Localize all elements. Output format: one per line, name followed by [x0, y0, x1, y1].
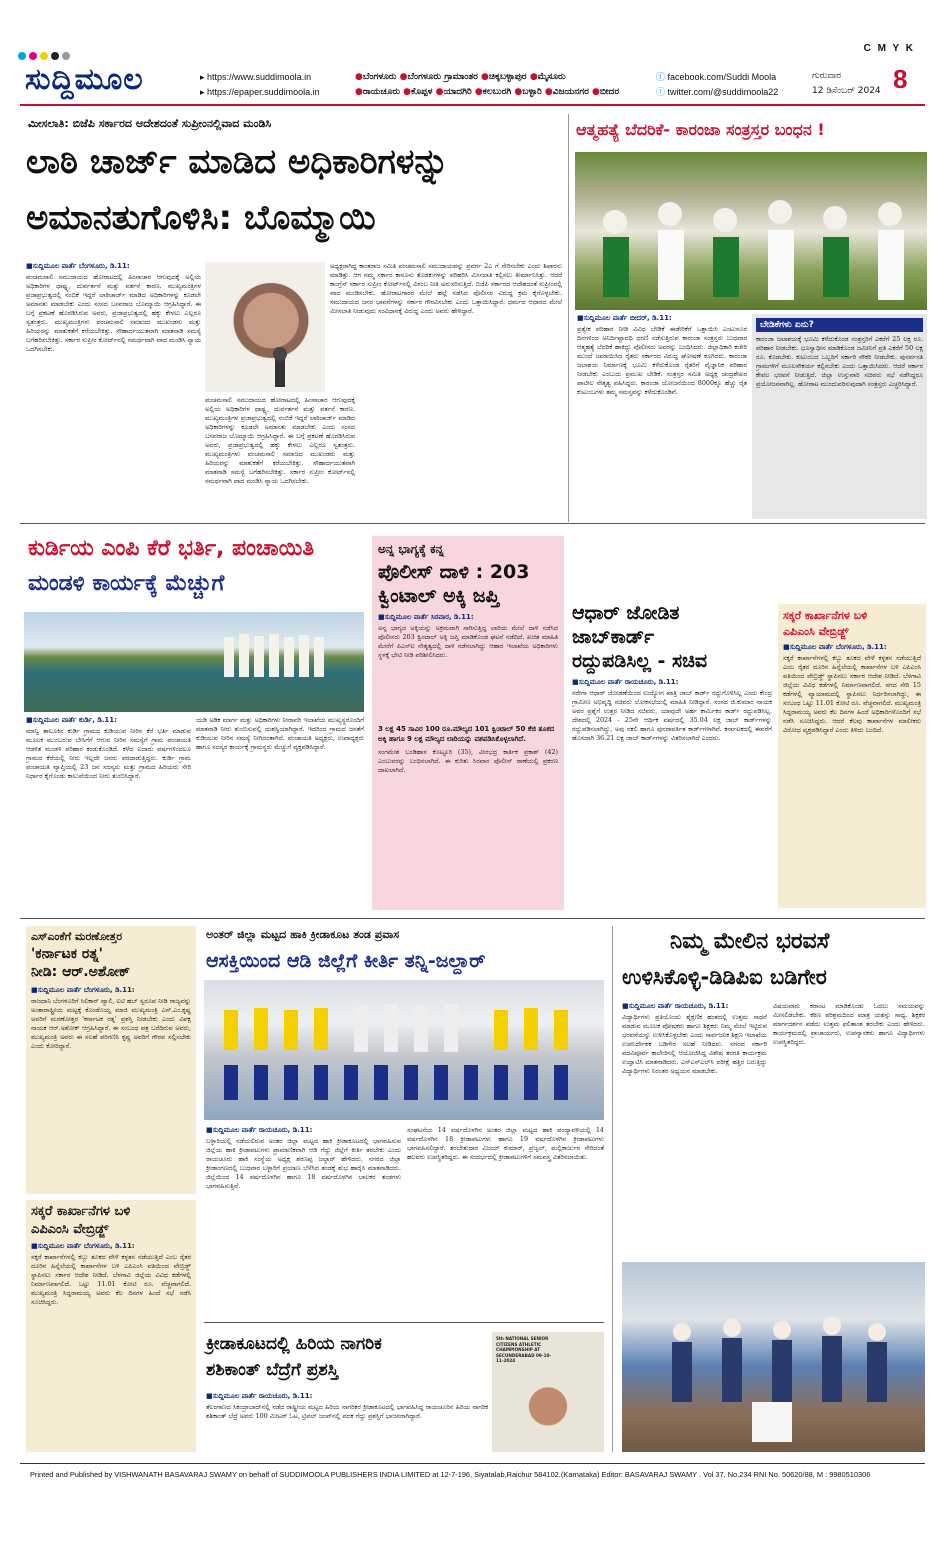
demands-body: ಕಾರಂಜಾ ಜಲಾಶಯಕ್ಕೆ ಭೂಮಿ ಕಳೆದುಕೊಂಡ ಸಂತ್ರಸ್ತರಿಗೆ ಎಕರೆಗೆ 25 ಲಕ್ಷ ರೂ. ಪರಿಹಾರ ನೀಡಬೇಕು. ಭೂಸ್ವಾಧೀನ ಮಾಡಿಕೊಂಡ ಜಮೀನಿಗೆ ಪ್ರತಿ ಎಕರೆಗೆ 50 ಲಕ್ಷ ರೂ. ಕೊಡಬೇಕು. ಕುಟುಂಬದ ಒಬ್ಬರಿಗೆ ಸರ್ಕಾರಿ ನೌಕರಿ ನೀಡಬೇಕು. ಪುನರ್ವಸತಿ ಗ್ರಾಮಗಳಿಗೆ ಮೂಲಸೌಕರ್ಯ ಕಲ್ಪಿಸಬೇಕು ಎಂದು ಒತ್ತಾಯಿಸಿದರು. ಆದರೆ ಸರ್ಕಾರ ಕೇವಲ ಭರವಸೆ ನೀಡುತ್ತಿದೆ. ಜಿಲ್ಲಾ ಉಸ್ತುವಾರಿ ಸಚಿವರು ಸಭೆ ನಡೆಸಿದ್ದರೂ ಪ್ರಯೋಜನವಾಗಿಲ್ಲ. ಹೋರಾಟ ಮುಂದುವರಿಸುವುದಾಗಿ ಸಂತ್ರಸ್ತರು ಎಚ್ಚರಿಸಿದ್ದಾರೆ. — [756, 335, 923, 388]
hockey-col1 — [206, 1126, 401, 1316]
factory-left-headline-line2: ಎಪಿಎಂಸಿ ವೇಬ್ರಿಡ್ಜ್ — [31, 1221, 109, 1237]
lead-kicker: ಮೀಸಲಾತಿ: ಬಿಜೆಪಿ ಸರ್ಕಾರದ ಆದೇಶದಂತೆ ಸುಪ್ರೀಂನಲ್ಲಿವಾದ ಮಂಡಿಸಿ — [28, 117, 272, 130]
karanja-headline: ಆತ್ಮಹತ್ಯೆ ಬೆದರಿಕೆ- ಕಾರಂಜಾ ಸಂತ್ರಸ್ತರ ಬಂಧನ ! — [576, 120, 825, 139]
dateline — [812, 69, 881, 99]
kurdi-headline-line2: ಮಂಡಳಿ ಕಾರ್ಯಕ್ಕೆ ಮೆಚ್ಚುಗೆ — [28, 571, 225, 596]
lead-col1 — [26, 262, 201, 512]
city-row-2 — [355, 85, 619, 100]
factory-left-byline: ■ಸುದ್ದಿಮೂಲ ವಾರ್ತೆ ಬೆಂಗಳೂರು, ಡಿ.11: — [31, 1242, 135, 1251]
city-list — [355, 70, 619, 100]
city-item[interactable]: ●ಬೀದರ — [592, 87, 620, 97]
bommai-photo — [205, 262, 325, 392]
lead-body-col2b: ಪಂಚಮಸಾಲಿ ಸಮುದಾಯದ ಹೋರಾಟದಲ್ಲಿ ಹಿಂಸಾಚಾರ ಆಗುವುದಕ್ಕೆ ಅಲ್ಲಿಯ ಅಧಿಕಾರಿಗಳ ಧಾಷ್ಟ್ಯ, ದುರ್ವರ್ತನೆ ಮತ್ತು ವರ್ತನೆ ಕಾರಣ. ಮುಖ್ಯಮಂತ್ರಿಗಳ ಪ್ರಜಾಪ್ರಭುತ್ವದಲ್ಲಿ ನಂಬಿಕೆ ಇದ್ದರೆ ಲಾಠಿಚಾರ್ಜ್ ಮಾಡಿದ ಅಧಿಕಾರಿಗಳನ್ನು ಕೂಡಲೇ ಅಮಾನತು ಮಾಡಬೇಕು ಎಂದು ಸಂಸದ ಬಸವರಾಜ ಬೊಮ್ಮಾಯಿ ಆಗ್ರಹಿಸಿದ್ದಾರೆ. ಈ ಬಗ್ಗೆ ಪ್ರಕಟಣೆ ಹೊರಡಿಸಿರುವ ಅವರು, ಪ್ರಜಾಪ್ರಭುತ್ವದಲ್ಲಿ ಹಕ್ಕು ಕೇಳಲು ಎಲ್ಲರೂ ಸ್ವತಂತ್ರರು. ಮುಖ್ಯಮಂತ್ರಿಗಳು ಪಂಚಮಸಾಲಿ ಸಮಾಜದ ಮುಖಂಡರು ಮತ್ತು ಹಿರಿಯರನ್ನು ಮಾತುಕತೆಗೆ ಕರೆಯಬೇಕಿತ್ತು. ಸೌಹಾರ್ದಯುತವಾಗಿ ಮಾತನಾಡಿ ಸಮಸ್ಯೆ ಬಗೆಹರಿಸಬೇಕಿತ್ತು. ಸರ್ಕಾರ ಸುಪ್ರೀಂ ಕೋರ್ಟ್‌ನಲ್ಲಿ ಸಮರ್ಥವಾಗಿ ವಾದ ಮಂಡಿಸಿ ನ್ಯಾಯ ಒದಗಿಸಬೇಕು. — [205, 396, 355, 485]
ddpi-body: ವಿದ್ಯಾರ್ಥಿಗಳು ಪ್ರತಿಯೊಂದು ಶೈಕ್ಷಣಿಕ ಹಂತದಲ್ಲಿ ಉತ್ತಮ ಸಾಧನೆ ಮಾಡುವ ಮೂಲಕ ಪೋಷಕರು ಹಾಗೂ ಶಿಕ್ಷಕರು ನಿಮ್ಮ ಮೇಲೆ ಇಟ್ಟಿರುವ ಭರವಸೆಯನ್ನು ಉಳಿಸಿಕೊಳ್ಳಬೇಕು ಎಂದು ಸಾರ್ವಜನಿಕ ಶಿಕ್ಷಣ ಇಲಾಖೆಯ ಉಪನಿರ್ದೇಶಕ ಬಡಿಗೇರ ಸಲಹೆ ನೀಡಿದರು. ನಗರದ ಸರ್ಕಾರಿ ಪದವಿಪೂರ್ವ ಕಾಲೇಜಿನಲ್ಲಿ ಆಯೋಜಿಸಿದ್ದ ವಿಶೇಷ ತರಗತಿ ಕಾರ್ಯಕ್ರಮ ಉದ್ಘಾಟಿಸಿ ಮಾತನಾಡಿದರು. ಎಸ್ಎಸ್ಎಲ್‌ಸಿ ಪರೀಕ್ಷೆ ಹತ್ತಿರ ಬರುತ್ತಿದ್ದು ವಿದ್ಯಾರ್ಥಿಗಳು ನಿರಂತರ ಅಧ್ಯಯನ ಮಾಡಬೇಕು. — [622, 1013, 767, 1075]
protest-crowd-icon — [575, 152, 927, 310]
masthead-rule — [20, 104, 925, 106]
ashok-headline-line1: ಎಸ್‌ಎಂಕೆಗೆ ಮರಣೋತ್ತರ — [31, 930, 123, 943]
kurdi-body: ಮಾನ್ವಿ ತಾಲೂಕಿನ ಕುರ್ಡಿ ಗ್ರಾಮದ ಕುಡಿಯುವ ನೀರಿನ ಕೆರೆ ಭರ್ತಿ ಮಾಡುವ ಮೂಲಕ ಮುಂಬರುವ ಬೇಸಿಗೆಗೆ ಆಗುವ ನೀರಿನ ಸಮಸ್ಯೆಗೆ ಗ್ರಾಮ ಪಂಚಾಯತಿ ಆಡಳಿತ ಮಂಡಳಿ ಪರಿಹಾರ ಕಂಡುಕೊಂಡಿದೆ. ಕಳೆದ ಐದಾರು ವರ್ಷಗಳಿಂದಲೂ ಗ್ರಾಮದ ಕೆರೆಯಲ್ಲಿ ನೀರು ಇಲ್ಲದೇ ಜನರು ಪರದಾಡುತ್ತಿದ್ದರು. ಕುರ್ಡಿ ಗ್ರಾಮ ಪಂಚಾಯತಿ ವ್ಯಾಪ್ತಿಯಲ್ಲಿ 23 ಜನ ಸದಸ್ಯರು ಮತ್ತು ಗ್ರಾಮದ ಹಿರಿಯರು ಸೇರಿ ನಿರ್ಧಾರ ಕೈಗೊಂಡು ಕಾಲುವೆಯಿಂದ ನೀರು ತುಂಬಿಸಿದ್ದಾರೆ. — [26, 727, 191, 780]
senior-byline: ■ಸುದ್ದಿಮೂಲ ವಾರ್ತೆ ರಾಯಚೂರು, ಡಿ.11: — [206, 1392, 313, 1400]
footer-rule — [20, 1463, 925, 1464]
rice-figures: 3 ಲಕ್ಷ 45 ಸಾವಿರ 100 ರೂ.ಮೌಲ್ಯದ 101 ಕ್ವಿಂಟಾಲ್ 50 ಕೆಜಿ ತೂಕದ ಅಕ್ಕಿ ಹಾಗೂ 9 ಲಕ್ಷ ಮೌಲ್ಯದ ಲಾರಿಯನ್ನು ವಶಪಡಿಸಿಕೊಳ್ಳಲಾಗಿದೆ. — [378, 724, 555, 743]
section-rule-2 — [20, 918, 925, 919]
epaper-link[interactable]: ▸ https://epaper.suddimoola.in — [200, 87, 320, 97]
column-rule-2 — [612, 926, 613, 1452]
job-headline-line2: ಜಾಬ್‌ಕಾರ್ಡ್ — [572, 625, 654, 648]
cmyk-mark: C M Y K — [863, 43, 915, 54]
lead-body-col3: ಅಧ್ಯಕ್ಷರಾಗಿದ್ದ ಕಾಂತರಾಜ ಸಮಿತಿ ಪಂಚಮಸಾಲಿ ಸಮುದಾಯವನ್ನು ಪ್ರವರ್ಗ 2ಎ ಗೆ ಸೇರಿಸಬೇಕು ಎಂದು ಶಿಫಾರಸು ಮಾಡಿತ್ತು. ಆಗ ನಮ್ಮ ಸರ್ಕಾರ ಕಾನೂನು ತೊಡಕುಗಳನ್ನು ಪರಿಹರಿಸಿ ಮೀಸಲಾತಿ ಕಲ್ಪಿಸಲು ತೀರ್ಮಾನಿಸಿತ್ತು. ಆದರೆ ಕಾಂಗ್ರೆಸ್ ಸರ್ಕಾರ ಸುಪ್ರೀಂ ಕೋರ್ಟ್‌ನಲ್ಲಿ ವಿಳಂಬ ನೀತಿ ಅನುಸರಿಸುತ್ತಿದೆ. ಬಿಜೆಪಿ ಸರ್ಕಾರದ ಆದೇಶದಂತೆ ಸುಪ್ರೀಂನಲ್ಲಿ ವಾದ ಮಂಡಿಸಬೇಕು. ಹೋರಾಟಗಾರರ ಮೇಲೆ ಹಲ್ಲೆ ನಡೆಸಿದ ಪೊಲೀಸರ ವಿರುದ್ಧ ಕ್ರಮ ಕೈಗೊಳ್ಳಬೇಕು. ಸಮುದಾಯದ ಜನರ ಭಾವನೆಗಳನ್ನು ಸರ್ಕಾರ ಗೌರವಿಸಬೇಕು ಎಂದು ಒತ್ತಾಯಿಸಿದ್ದಾರೆ. ಧರ್ಮದ ಆಧಾರದ ಮೇಲೆ ಮೀಸಲಾತಿ ನೀಡುವುದು ಸಂವಿಧಾನಕ್ಕೆ ವಿರುದ್ಧ ಎಂದು ಅವರು ಹೇಳಿದ್ದಾರೆ. — [330, 262, 562, 315]
masthead-logo: ಸುದ್ದಿಮೂಲ — [25, 62, 144, 97]
city-item[interactable]: ●ರಾಯಚೂರು — [355, 87, 404, 97]
job-card-story — [572, 604, 772, 910]
city-item[interactable]: ●ಬೆಂಗಳೂರು — [355, 72, 400, 82]
senior-headline-line2: ಶಶಿಕಾಂತ್ ಬೆದ್ರೆಗೆ ಪ್ರಶಸ್ತಿ — [206, 1360, 339, 1380]
kurdi-col1 — [26, 716, 191, 912]
date-label: 12 ಡಿಸೆಂಬರ್ 2024 — [812, 86, 881, 96]
senior-photo-caption: 5th NATIONAL SENIOR CITIZENS ATHLETIC CHAMPIONSHIP AT SECUNDERABAD 09-10-11-2024 — [496, 1336, 552, 1363]
karanja-side-box — [752, 314, 927, 519]
ddpi-event-photo — [622, 1262, 925, 1452]
officials-group-icon — [24, 612, 364, 712]
factory-headline-line1: ಸಕ್ಕರೆ ಕಾರ್ಖಾನೆಗಳ ಬಳಿ — [783, 609, 868, 622]
ashok-byline: ■ಸುದ್ದಿಮೂಲ ವಾರ್ತೆ ಬೆಂಗಳೂರು, ಡಿ.11: — [31, 985, 135, 994]
job-body: ನರೇಗಾ ಆಧಾರ್ ಜೋಡಣೆಯಿಂದ ಉದ್ಯೋಗ ಖಾತ್ರಿ ಜಾಬ್ ಕಾರ್ಡ್ ರದ್ದುಗೊಳಿಸಿಲ್ಲ ಎಂದು ಕೇಂದ್ರ ಗ್ರಾಮೀಣ ಅಭಿವೃದ್ಧಿ ಸಚಿವರು ಲೋಕಸಭೆಯಲ್ಲಿ ಮಾಹಿತಿ ನೀಡಿದ್ದಾರೆ. ಸಂಸದ ಜಿ.ಕುಮಾರ ನಾಯಕ ಅವರ ಪ್ರಶ್ನೆಗೆ ಉತ್ತರ ನೀಡಿದ ಸಚಿವರು, ಯಾವುದೇ ಅರ್ಹ ಕಾರ್ಮಿಕರ ಕಾರ್ಡ್ ರದ್ದುಪಡಿಸಿಲ್ಲ. ದೇಶದಲ್ಲಿ 2024 - 25ನೇ ಆರ್ಥಿಕ ವರ್ಷದಲ್ಲಿ 35.04 ಲಕ್ಷ ಜಾಬ್ ಕಾರ್ಡ್‌ಗಳನ್ನು ರದ್ದುಪಡಿಸಲಾಗಿದ್ದು, ಅವು ನಕಲಿ ಹಾಗೂ ಪುನರಾವರ್ತಿತ ಕಾರ್ಡ್‌ಗಳಾಗಿವೆ. ಕರ್ನಾಟಕದಲ್ಲಿ ಈವರೆಗೆ ಹೊಸದಾಗಿ 36.21 ಲಕ್ಷ ಜಾಬ್ ಕಾರ್ಡ್‌ಗಳನ್ನು ವಿತರಿಸಲಾಗಿದೆ ಎಂದರು. — [572, 688, 772, 742]
hockey-team-photo — [204, 980, 604, 1120]
facebook-icon: ⓕ — [656, 72, 666, 82]
hockey-body2: ಸಂಘಟನೆಯ 14 ವರ್ಷದೊಳಗಿನ ಅಂತರ ಜಿಲ್ಲಾ ಮಟ್ಟದ ಹಾಕಿ ಪಂದ್ಯಾವಳಿಯಲ್ಲಿ 14 ವರ್ಷದೊಳಗಿನ 18 ಕ್ರೀಡಾಪಟುಗಳು ಹಾಗೂ 19 ವರ್ಷದೊಳಗಿನ ಕ್ರೀಡಾಪಟುಗಳು ಭಾಗವಹಿಸಲಿದ್ದಾರೆ. ತರಬೇತುದಾರ ವಿಜಯ್ ಕುಮಾರ್, ಪ್ರಜ್ವಲ್, ಮಲ್ಲಿಕಾರ್ಜುನ ಸೇರಿದಂತೆ ಹಲವರು ಉಪಸ್ಥಿತರಿದ್ದರು. ಈ ಸಂದರ್ಭದಲ್ಲಿ ಕ್ರೀಡಾಪಟುಗಳಿಗೆ ಸಮವಸ್ತ್ರ ವಿತರಿಸಲಾಯಿತು. — [407, 1126, 604, 1161]
lead-headline-line1: ಲಾಠಿ ಚಾರ್ಜ್ ಮಾಡಿದ ಅಧಿಕಾರಿಗಳನ್ನು — [26, 142, 449, 182]
rice-byline: ■ಸುದ್ದಿಮೂಲ ವಾರ್ತೆ ಸಿರವಾರ, ಡಿ.11: — [378, 612, 474, 621]
ddpi-byline: ■ಸುದ್ದಿಮೂಲ ವಾರ್ತೆ ರಾಯಚೂರು, ಡಿ.11: — [622, 1002, 729, 1010]
rice-body2: ಸಂಗಮೇಶ ಬಂಡಿಹಾಳ ಕೊಟ್ಟೂರಿ (35), ವೀರಭದ್ರ ಕಾರ್ತಿಕ ಪ್ರಕಾಶ್ (42) ಎಂಬುವರನ್ನು ಬಂಧಿಸಲಾಗಿದೆ. ಈ ಕುರಿತು ಸಿರವಾರ ಪೊಲೀಸ್ ಠಾಣೆಯಲ್ಲಿ ಪ್ರಕರಣ ದಾಖಲಾಗಿದೆ. — [378, 747, 558, 774]
ceremony-icon — [622, 1262, 925, 1452]
ddpi-headline-line2: ಉಳಿಸಿಕೊಳ್ಳಿ-ಡಿಡಿಪಿಐ ಬಡಿಗೇರ — [622, 965, 827, 989]
page-number: 8 — [893, 64, 908, 94]
footer-imprint: Printed and Published by VISHWANATH BASAVARAJ SWAMY on behalf of SUDDIMOOLA PUBLISHERS INDIA LIMITED at 12-7-196, Siyatalab,Raichur 584102.(Karnataka) Editor: BASAVARAJ SWAMY . Vol 37. No.234 RNI No. 50620/88, M : 9980510306 — [30, 1470, 871, 1479]
senior-photo — [492, 1332, 604, 1452]
city-item[interactable]: ●ಕೊಪ್ಪಳ — [403, 87, 436, 97]
ddpi-headline-line1: ನಿಮ್ಮ ಮೇಲಿನ ಭರವಸೆ — [670, 929, 830, 954]
factory-left-headline-line1: ಸಕ್ಕರೆ ಕಾರ್ಖಾನೆಗಳ ಬಳಿ — [31, 1204, 131, 1219]
job-headline-line1: ಆಧಾರ್ ಜೋಡಿತ — [572, 602, 680, 624]
factory-byline: ■ಸುದ್ದಿಮೂಲ ವಾರ್ತೆ ಬೆಂಗಳೂರು, ಡಿ.11: — [783, 643, 887, 651]
day-label: ಗುರುವಾರ — [812, 71, 842, 81]
city-item[interactable]: ●ಯಾದಗಿರಿ — [435, 87, 475, 97]
lead-headline-line2: ಅಮಾನತುಗೊಳಿಸಿ: ಬೊಮ್ಮಾಯಿ — [26, 198, 376, 238]
ashok-headline-line3: ನೀಡಿ: ಆರ್.ಅಶೋಕ್ — [31, 964, 130, 981]
hockey-byline: ■ಸುದ್ದಿಮೂಲ ವಾರ್ತೆ ರಾಯಚೂರು, ಡಿ.11: — [206, 1126, 313, 1134]
kurdi-body2: ಯಡಿ ಅಡಿಕ ಮಾರ್ಗ ಮತ್ತು ಅಧಿಕಾರಿಗಳು ನೀರಾವರಿ ಇಲಾಖೆಯ ಮುಖ್ಯಸ್ಥರೊಂದಿಗೆ ಮಾತನಾಡಿ ನೀರು ತುಂಬಿಸುವಲ್ಲಿ ಯಶಸ್ವಿಯಾಗಿದ್ದಾರೆ. ಇದರಿಂದ ಗ್ರಾಮದ ಜನತೆಗೆ ಕುಡಿಯುವ ನೀರಿನ ಸಮಸ್ಯೆ ನೀಗಿದಂತಾಗಿದೆ. ಪಂಚಾಯತಿ ಅಧ್ಯಕ್ಷರು, ಉಪಾಧ್ಯಕ್ಷರು ಹಾಗೂ ಸದಸ್ಯರ ಕಾರ್ಯಕ್ಕೆ ಗ್ರಾಮಸ್ಥರು ಮೆಚ್ಚುಗೆ ವ್ಯಕ್ತಪಡಿಸಿದ್ದಾರೆ. — [196, 716, 364, 751]
portrait-icon — [205, 262, 325, 392]
rice-kicker: ಅನ್ನ ಭಾಗ್ಯಕ್ಕೆ ಕನ್ನ — [378, 542, 444, 556]
section-rule-1 — [20, 523, 925, 524]
ashok-box — [26, 926, 196, 1194]
ddpi-body2: ವಿಷಯವಾರು ಕರಾಂಟ ಮಾಡಿಕೊಂಡು ಓದಲು ಸಮಯವನ್ನು ಮೀಸಲಿಡಬೇಕು. ಕಠಿಣ ಪರಿಶ್ರಮದಿಂದ ಮಾತ್ರ ಯಶಸ್ಸು ಸಾಧ್ಯ. ಶಿಕ್ಷಕರ ಮಾರ್ಗದರ್ಶನ ಪಡೆದು ಉತ್ತಮ ಫಲಿತಾಂಶ ತರಬೇಕು ಎಂದು ಹೇಳಿದರು. ಕಾರ್ಯಕ್ರಮದಲ್ಲಿ ಪ್ರಾಚಾರ್ಯರು, ಉಪನ್ಯಾಸಕರು ಹಾಗೂ ವಿದ್ಯಾರ್ಥಿಗಳು ಉಪಸ್ಥಿತರಿದ್ದರು. — [773, 1002, 925, 1046]
social-links — [656, 70, 778, 100]
kurdi-byline: ■ಸುದ್ದಿಮೂಲ ವಾರ್ತೆ ಕುರ್ಡಿ, ಡಿ.11: — [26, 716, 117, 724]
senior-headline-line1: ಕ್ರೀಡಾಕೂಟದಲ್ಲಿ ಹಿರಿಯ ನಾಗರಿಕ — [206, 1334, 382, 1354]
city-item[interactable]: ●ಬೆಂಗಳೂರು ಗ್ರಾಮಾಂತರ — [399, 72, 482, 82]
rice-headline-line2: ಕ್ವಿಂಟಾಲ್ ಅಕ್ಕಿ ಜಪ್ತಿ — [378, 584, 500, 607]
hockey-kicker: ಅಂತರ್ ಜಿಲ್ಲಾ ಮಟ್ಟದ ಹಾಕಿ ಕ್ರೀಡಾಕೂಟ ತಂಡ ಪ್ರವಾಸ — [206, 928, 400, 941]
ddpi-col1 — [622, 1002, 767, 1252]
hockey-body: ಬಳ್ಳಾರಿಯಲ್ಲಿ ನಡೆಯಲಿರುವ ಅಂತರ ಜಿಲ್ಲಾ ಮಟ್ಟದ ಹಾಕಿ ಕ್ರೀಡಾಕೂಟದಲ್ಲಿ ಭಾಗವಹಿಸುವ ಜಿಲ್ಲೆಯ ಹಾಕಿ ಕ್ರೀಡಾಪಟುಗಳು ಪ್ರಾಮಾಣಿಕವಾಗಿ ಆಡಿ ಗೆದ್ದು ಜಿಲ್ಲೆಗೆ ಕೀರ್ತಿ ತರಬೇಕು ಎಂದು ರಾಯಚೂರು ಹಾಕಿ ಸಂಸ್ಥೆಯ ಅಧ್ಯಕ್ಷ ಶರಣಪ್ಪ ಜಲ್ದಾರ್ ಹೇಳಿದರು. ನಗರದ ಜಿಲ್ಲಾ ಕ್ರೀಡಾಂಗಣದಲ್ಲಿ ಬುಧವಾರ ಬಳ್ಳಾರಿಗೆ ಪ್ರಯಾಣ ಬೆಳೆಸಿದ ತಂಡಕ್ಕೆ ಶುಭ ಹಾರೈಸಿ ಮಾತನಾಡಿದರು. ಜಿಲ್ಲೆಯಿಂದ 14 ವರ್ಷದೊಳಗಿನ ಹಾಗೂ 18 ವರ್ಷದೊಳಗಿನ ಬಾಲಕರ ತಂಡಗಳು ಭಾಗವಹಿಸುತ್ತಿವೆ. — [206, 1137, 401, 1190]
karanja-body: ಪ್ರತ್ಯೇಕ ಪರಿಹಾರ ನೀಡಿ ವಿವಿಧ ಬೇಡಿಕೆ ಈಡೇರಿಕೆಗೆ ಒತ್ತಾಯಿಸಿ ಎಂಟುನೂರ ದಿನಗಳಿಂದ ಅನಿರ್ದಿಷ್ಟಾವಧಿ ಧರಣಿ ನಡೆಸುತ್ತಿರುವ ಕಾರಂಜಾ ಸಂತ್ರಸ್ತರು ಬುಧವಾರ ಆತ್ಮಹತ್ಯೆ ಬೆದರಿಕೆ ಹಾಕಿದ್ದು ಪೊಲೀಸರು ಅವರನ್ನು ಬಂಧಿಸಿದರು. ಜಿಲ್ಲಾಧಿಕಾರಿ ಕಚೇರಿ ಮುಂದೆ ಜಮಾಯಿಸಿದ ರೈತರು ಸರ್ಕಾರದ ವಿರುದ್ಧ ಘೋಷಣೆ ಕೂಗಿದರು. ಕಾರಂಜಾ ಜಲಾಶಯ ನಿರ್ಮಾಣಕ್ಕೆ ಭೂಮಿ ಕಳೆದುಕೊಂಡ ರೈತರಿಗೆ ವೈಜ್ಞಾನಿಕ ಪರಿಹಾರ ನೀಡಬೇಕು ಎಂಬುದು ಪ್ರಮುಖ ಬೇಡಿಕೆ. ಸಂತ್ರಸ್ತರ ಸಮಿತಿ ಅಧ್ಯಕ್ಷ ಚಂದ್ರಶೇಖರ ಪಾಟೀಲ ನೇತೃತ್ವ ವಹಿಸಿದ್ದರು. ಕಾರಂಜಾ ಯೋಜನೆಯಿಂದ 8000ಕ್ಕೂ ಹೆಚ್ಚು ರೈತ ಕುಟುಂಬಗಳು ತಮ್ಮ ಸಮಸ್ತವನ್ನು ಕಳೆದುಕೊಂಡಿವೆ. — [577, 325, 747, 396]
factory-box — [778, 604, 926, 908]
city-item[interactable]: ●ವಿಜಯನಗರ — [544, 87, 593, 97]
karanja-col1 — [577, 314, 747, 519]
karanja-byline: ■ಸುದ್ದಿಮೂಲ ವಾರ್ತೆ ಬೀದರ್, ಡಿ.11: — [577, 314, 672, 322]
ashok-headline-line2: 'ಕರ್ನಾಟಕ ರತ್ನ' — [31, 945, 103, 962]
senior-rule — [204, 1322, 604, 1323]
twitter-icon: ⓣ — [656, 87, 666, 97]
lead-byline: ■ಸುದ್ದಿಮೂಲ ವಾರ್ತೆ ಬೆಂಗಳೂರು, ಡಿ.11: — [26, 262, 130, 270]
hockey-headline: ಆಸಕ್ತಿಯಿಂದ ಆಡಿ ಜಿಲ್ಲೆಗೆ ಕೀರ್ತಿ ತನ್ನಿ-ಜಲ್ದಾರ್ — [206, 950, 486, 972]
hockey-team-icon — [204, 980, 604, 1120]
job-headline-line3: ರದ್ದುಪಡಿಸಿಲ್ಲ - ಸಚಿವ — [572, 649, 708, 672]
factory-left-body: ಸಕ್ಕರೆ ಕಾರ್ಖಾನೆಗಳಲ್ಲಿ ಕಬ್ಬು ತೂಕದ ವೇಳೆ ಕಳ್ಳತನ ನಡೆಯುತ್ತಿದೆ ಎಂಬ ರೈತರ ದೂರಿನ ಹಿನ್ನೆಲೆಯಲ್ಲಿ ಕಾರ್ಖಾನೆಗಳ ಬಳಿ ಎಪಿಎಂಸಿ ವತಿಯಿಂದ ವೇಬ್ರಿಡ್ಜ್ ಸ್ಥಾಪಿಸಲು ಸರ್ಕಾರ ಆದೇಶ ನೀಡಿದೆ. ಬೆಳಗಾವಿ ಜಿಲ್ಲೆಯ ವಿವಿಧ ಕಡೆಗಳಲ್ಲಿ ನಿರ್ಮಾಣವಾಗಲಿದೆ. ಒಟ್ಟು 11.01 ಕೋಟಿ ರೂ. ವೆಚ್ಚವಾಗಲಿದೆ. ಮುಖ್ಯಮಂತ್ರಿ ಸಿದ್ದರಾಮಯ್ಯ ಅವರು ಕೆಲ ದಿನಗಳ ಹಿಂದೆ ಸಭೆ ನಡೆಸಿ ಸೂಚಿಸಿದ್ದರು. — [31, 1253, 191, 1307]
column-rule — [568, 114, 569, 522]
masthead-links — [200, 70, 320, 100]
city-item[interactable]: ●ಮೈಸೂರು — [529, 72, 566, 82]
job-byline: ■ಸುದ್ದಿಮೂಲ ವಾರ್ತೆ ರಾಯಚೂರು, ಡಿ.11: — [572, 677, 679, 686]
website-link[interactable]: ▸ https://www.suddimoola.in — [200, 72, 312, 82]
lead-body: ಪಂಚಮಸಾಲಿ ಸಮುದಾಯದ ಹೋರಾಟದಲ್ಲಿ ಹಿಂಸಾಚಾರ ಆಗುವುದಕ್ಕೆ ಅಲ್ಲಿಯ ಅಧಿಕಾರಿಗಳ ಧಾಷ್ಟ್ಯ, ದುರ್ವರ್ತನೆ ಮತ್ತು ವರ್ತನೆ ಕಾರಣ. ಮುಖ್ಯಮಂತ್ರಿಗಳ ಪ್ರಜಾಪ್ರಭುತ್ವದಲ್ಲಿ ನಂಬಿಕೆ ಇದ್ದರೆ ಲಾಠಿಚಾರ್ಜ್ ಮಾಡಿದ ಅಧಿಕಾರಿಗಳನ್ನು ಕೂಡಲೇ ಅಮಾನತು ಮಾಡಬೇಕು ಎಂದು ಸಂಸದ ಬಸವರಾಜ ಬೊಮ್ಮಾಯಿ ಆಗ್ರಹಿಸಿದ್ದಾರೆ. ಈ ಬಗ್ಗೆ ಪ್ರಕಟಣೆ ಹೊರಡಿಸಿರುವ ಅವರು, ಪ್ರಜಾಪ್ರಭುತ್ವದಲ್ಲಿ ಹಕ್ಕು ಕೇಳಲು ಎಲ್ಲರೂ ಸ್ವತಂತ್ರರು. ಮುಖ್ಯಮಂತ್ರಿಗಳು ಪಂಚಮಸಾಲಿ ಸಮಾಜದ ಮುಖಂಡರು ಮತ್ತು ಹಿರಿಯರನ್ನು ಮಾತುಕತೆಗೆ ಕರೆಯಬೇಕಿತ್ತು. ಸೌಹಾರ್ದಯುತವಾಗಿ ಮಾತನಾಡಿ ಸಮಸ್ಯೆ ಬಗೆಹರಿಸಬೇಕಿತ್ತು. ಸರ್ಕಾರ ಸುಪ್ರೀಂ ಕೋರ್ಟ್‌ನಲ್ಲಿ ಸಮರ್ಥವಾಗಿ ವಾದ ಮಂಡಿಸಿ ನ್ಯಾಯ ಒದಗಿಸಬೇಕು. — [26, 273, 201, 353]
senior-body: ತೆಲಂಗಾಣದ ಸಿಕಂದ್ರಾಬಾದ್‌ನಲ್ಲಿ ನಡೆದ ರಾಷ್ಟ್ರೀಯ ಮಟ್ಟದ ಹಿರಿಯ ನಾಗರಿಕರ ಕ್ರೀಡಾಕೂಟದಲ್ಲಿ ಭಾಗವಹಿಸಿದ್ದ ರಾಯಚೂರಿನ ಹಿರಿಯ ನಾಗರಿಕ ಶಶಿಕಾಂತ್ ಬೆದ್ರೆ ಅವರು 100 ಮೀಟರ್ ಓಟ, ಟ್ರಿಪಲ್ ಜಂಪ್‌ನಲ್ಲಿ ಪದಕ ಗೆದ್ದು ಪ್ರಶಸ್ತಿಗೆ ಭಾಜನರಾಗಿದ್ದಾರೆ. — [206, 1403, 488, 1420]
factory-headline-line2: ಎಪಿಎಂಸಿ ವೇಬ್ರಿಡ್ಜ್ — [783, 625, 849, 638]
twitter-link[interactable]: ⓣ twitter.com/@suddimoola22 — [656, 87, 779, 97]
senior-text — [206, 1392, 488, 1452]
rice-headline-line1: ಪೊಲೀಸ್ ದಾಳಿ : 203 — [378, 561, 530, 583]
karanja-photo — [575, 152, 927, 310]
city-item[interactable]: ●ಕಲಬುರಗಿ — [474, 87, 515, 97]
demands-title: ಬೇಡಿಕೆಗಳು ಏನು? — [756, 318, 923, 332]
kurdi-headline-line1: ಕುರ್ಡಿಯ ಎಂಪಿ ಕೆರೆ ಭರ್ತಿ, ಪಂಚಾಯಿತಿ — [28, 536, 314, 561]
kurdi-lake-photo — [24, 612, 364, 712]
rice-box — [372, 536, 564, 910]
city-item[interactable]: ●ಬಳ್ಳಾರಿ — [514, 87, 545, 97]
ashok-body: ರಾಜಧಾನಿ ಬೆಂಗಳೂರಿಗೆ ಸಿಲಿಕಾನ್ ವ್ಯಾಲಿ, ಐಟಿ ಹಬ್ ಸ್ವರೂಪ ನೀಡಿ ರಾಜ್ಯವನ್ನು ಅಂತಾರಾಷ್ಟ್ರೀಯ ಮಟ್ಟಕ್ಕೆ ಕೊಂಡೊಯ್ದ ಮಾಜಿ ಮುಖ್ಯಮಂತ್ರಿ ಎಸ್.ಎಂ.ಕೃಷ್ಣ ಅವರಿಗೆ ಮರಣೋತ್ತರ 'ಕರ್ನಾಟಕ ರತ್ನ' ಪ್ರಶಸ್ತಿ ನೀಡಬೇಕು ಎಂದು ವಿಪಕ್ಷ ನಾಯಕ ಆರ್.ಅಶೋಕ್ ಆಗ್ರಹಿಸಿದ್ದಾರೆ. ಈ ಸಂಬಂಧ ಪತ್ರ ಬರೆದಿರುವ ಅವರು, ಮುಖ್ಯಮಂತ್ರಿ ಅವರು ಈ ಸಲಹೆ ಪರಿಗಣಿಸಿ ಕೃಷ್ಣ ಅವರಿಗೆ ಗೌರವ ಸಲ್ಲಿಸಬೇಕು ಎಂದು ಕೋರಿದ್ದಾರೆ. — [31, 996, 191, 1050]
factory-left-box — [26, 1200, 196, 1452]
factory-body: ಸಕ್ಕರೆ ಕಾರ್ಖಾನೆಗಳಲ್ಲಿ ಕಬ್ಬು ತೂಕದ ವೇಳೆ ಕಳ್ಳತನ ನಡೆಯುತ್ತಿದೆ ಎಂಬ ರೈತರ ದೂರಿನ ಹಿನ್ನೆಲೆಯಲ್ಲಿ ಕಾರ್ಖಾನೆಗಳ ಬಳಿ ಎಪಿಎಂಸಿ ವತಿಯಿಂದ ವೇಬ್ರಿಡ್ಜ್ ಸ್ಥಾಪಿಸಲು ಸರ್ಕಾರ ಆದೇಶ ನೀಡಿದೆ. ಬೆಳಗಾವಿ ಜಿಲ್ಲೆಯ ವಿವಿಧ ಕಡೆಗಳಲ್ಲಿ ನಿರ್ಮಾಣವಾಗಲಿದೆ. ನಗದ ಸೇರಿ 15 ಕಡೆಗಳಲ್ಲಿ ವ್ಯಾಯಾಮದಲ್ಲಿ ಸ್ಥಾಪಿಸಲು ನಿರ್ಧರಿಸಲಾಗಿದ್ದು, ಈ ಸಂಬಂಧ ಒಟ್ಟು 11.01 ಕೋಟಿ ರೂ. ವೆಚ್ಚವಾಗಲಿದೆ. ಮುಖ್ಯಮಂತ್ರಿ ಸಿದ್ದರಾಮಯ್ಯ ಅವರು ಕೆಲ ದಿನಗಳ ಹಿಂದೆ ಅಧಿಕಾರಿಗಳೊಂದಿಗೆ ಸಭೆ ನಡೆಸಿ ಸೂಚಿಸಿದ್ದರು. ಆದರೆ ಕೆಲವು ಕಾರ್ಖಾನೆಗಳ ಮಾಲೀಕರು ವಿರೋಧ ವ್ಯಕ್ತಪಡಿಸಿದ್ದಾರೆ ಎಂದು ತಿಳಿದು ಬಂದಿದೆ. — [783, 654, 921, 734]
facebook-link[interactable]: ⓕ facebook.com/Suddi Moola — [656, 72, 777, 82]
city-item[interactable]: ●ಚಿಕ್ಕಬಳ್ಳಾಪುರ — [481, 72, 530, 82]
city-row-1 — [355, 70, 619, 85]
rice-body: ಅನ್ನ ಭಾಗ್ಯದ ಅಕ್ಕಿಯನ್ನು ಅಕ್ರಮವಾಗಿ ಸಾಗಿಸುತ್ತಿದ್ದ ಲಾರಿಯ ಮೇಲೆ ದಾಳಿ ನಡೆಸಿದ ಪೊಲೀಸರು 203 ಕ್ವಿಂಟಾಲ್ ಅಕ್ಕಿ ಜಪ್ತಿ ಮಾಡಿಕೊಂಡ ಘಟನೆ ನಡೆದಿದೆ. ಖಚಿತ ಮಾಹಿತಿ ಮೇರೆಗೆ ಪಿಎಸ್ಐ ನೇತೃತ್ವದಲ್ಲಿ ದಾಳಿ ನಡೆಸಲಾಗಿದ್ದು ಆಹಾರ ಇಲಾಖೆಯ ಅಧಿಕಾರಿಗಳು ಸ್ಥಳಕ್ಕೆ ಭೇಟಿ ನೀಡಿ ಪರಿಶೀಲಿಸಿದರು. — [378, 623, 558, 659]
